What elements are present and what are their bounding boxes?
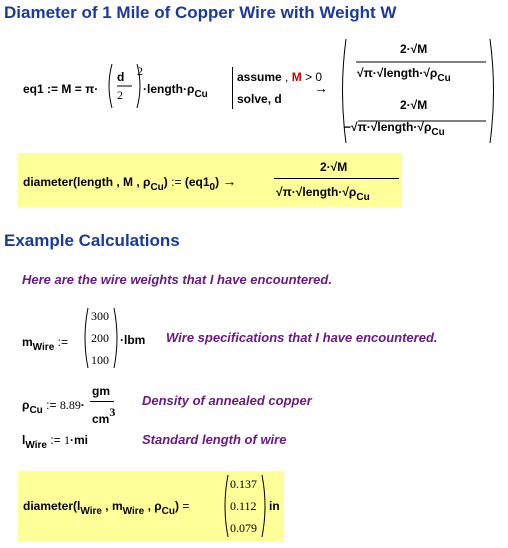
result-unit: in <box>269 499 280 513</box>
eq1-exp: 2 <box>137 64 143 78</box>
result-arg1: (l <box>73 499 81 513</box>
lwire-lhs <box>22 433 88 451</box>
function-rhs-sub: 0 <box>209 182 216 193</box>
result-arg3-sub: Cu <box>161 506 176 517</box>
assume-var: M <box>291 70 302 84</box>
function-arrow: → <box>222 173 237 189</box>
mwire-name: m <box>22 335 33 349</box>
result-value-1: 0.112 <box>230 499 257 513</box>
lwire-name: l <box>22 433 26 447</box>
function-args: (length , M , ρ <box>73 175 151 189</box>
function-def <box>23 173 237 193</box>
eq1-name: eq1 <box>23 82 44 96</box>
eq1-rho-sub: Cu <box>194 89 208 100</box>
rho-unit-num: gm <box>92 384 110 398</box>
function-denominator: $√\pi\cdot√length\cdot√\rho_{Cu}$ <box>276 185 370 203</box>
result-func: diameter <box>23 499 74 513</box>
page-title: Diameter of 1 Mile of Copper Wire with Weight W <box>4 3 397 22</box>
function-name: diameter <box>23 175 74 189</box>
eq1-var-m: M <box>61 82 72 96</box>
result-value-0: 0.137 <box>230 477 257 491</box>
mwire-value-0: 300 <box>91 309 109 323</box>
mwire-lhs <box>22 335 68 353</box>
eq1-pi: π <box>85 82 95 96</box>
result-arg1-sub: Wire <box>80 506 102 517</box>
function-numerator: 2·√M <box>320 160 348 174</box>
root2-minus: − <box>344 120 352 134</box>
solve-var: , d <box>267 92 282 106</box>
result-call <box>23 499 190 517</box>
eq1-arrow: → <box>314 80 328 96</box>
assume-cond: > 0 <box>305 70 323 84</box>
eq1-assign: := <box>47 82 59 96</box>
eq1-d: d <box>117 70 125 84</box>
eq1-length-rho: $\cdot length\cdot\rho_{Cu}$ <box>143 82 208 100</box>
note-wire-specs: Wire specifications that I have encountered. <box>166 330 438 345</box>
function-rhs-close: ) <box>215 175 220 189</box>
function-rhs: (eq1 <box>184 175 210 189</box>
eq1-length: length <box>147 82 183 96</box>
result-arg2-sub: Wire <box>122 506 145 517</box>
lwire-sub: Wire <box>25 440 47 451</box>
result-close: ) <box>175 499 180 513</box>
mwire-sub: Wire <box>32 342 55 353</box>
eq1-lhs: eq1 := M = π· <box>23 82 99 96</box>
root2-numerator: 2·√M <box>400 98 428 112</box>
lwire-value: 1 <box>63 433 70 447</box>
rho-unit-den <box>92 405 116 427</box>
root1-numerator: 2·√M <box>400 42 428 56</box>
result-equals: = <box>182 499 190 513</box>
function-args-close: ) <box>163 175 168 189</box>
mwire-unit: ·lbm <box>120 333 146 347</box>
rho-unit-den-text: cm <box>92 412 110 426</box>
root2-denominator: $-√\pi\cdot√length\cdot√\rho_{Cu}$ <box>344 120 445 138</box>
mwire-value-2: 100 <box>91 353 109 367</box>
rho-assign: := <box>46 398 57 412</box>
eq1-equals: = <box>74 82 82 96</box>
note-wire-weights: Here are the wire weights that I have encountered. <box>22 272 332 287</box>
assume-keyword: assume <box>237 70 282 84</box>
eq1-assume: assume , M > 0 <box>237 70 323 84</box>
result-arg2: , m <box>101 499 123 513</box>
rho-value: 8.89 <box>59 398 81 412</box>
lwire-assign: := <box>50 433 61 447</box>
rho-name: ρ <box>22 398 30 412</box>
rho-lhs: $\rho_{Cu}$ := 8.89· <box>22 398 85 416</box>
rho-sub: Cu <box>29 405 43 416</box>
eq1-keyword-bar <box>232 67 233 109</box>
function-args-sub: Cu <box>150 182 164 193</box>
root1-denominator: $√\pi\cdot√length\cdot√\rho_{Cu}$ <box>357 66 451 84</box>
mwire-value-1: 200 <box>91 331 109 345</box>
rho-unit-exp: 3 <box>109 405 116 419</box>
result-arg3: , ρ <box>144 499 162 513</box>
eq1-two: 2 <box>117 88 123 102</box>
note-density: Density of annealed copper <box>142 393 312 408</box>
function-fraction-bar <box>274 178 399 179</box>
rho-unit-bar <box>90 401 114 402</box>
lwire-unit: ·mi <box>69 433 88 447</box>
function-assign: := <box>171 175 182 189</box>
solve-keyword: solve <box>237 92 268 106</box>
eq1-solve <box>237 92 282 106</box>
eq1-rho: ρ <box>187 82 195 96</box>
note-length: Standard length of wire <box>142 432 287 447</box>
mwire-assign: := <box>57 335 68 349</box>
section-heading-examples: Example Calculations <box>4 231 180 250</box>
result-value-2: 0.079 <box>230 521 257 535</box>
